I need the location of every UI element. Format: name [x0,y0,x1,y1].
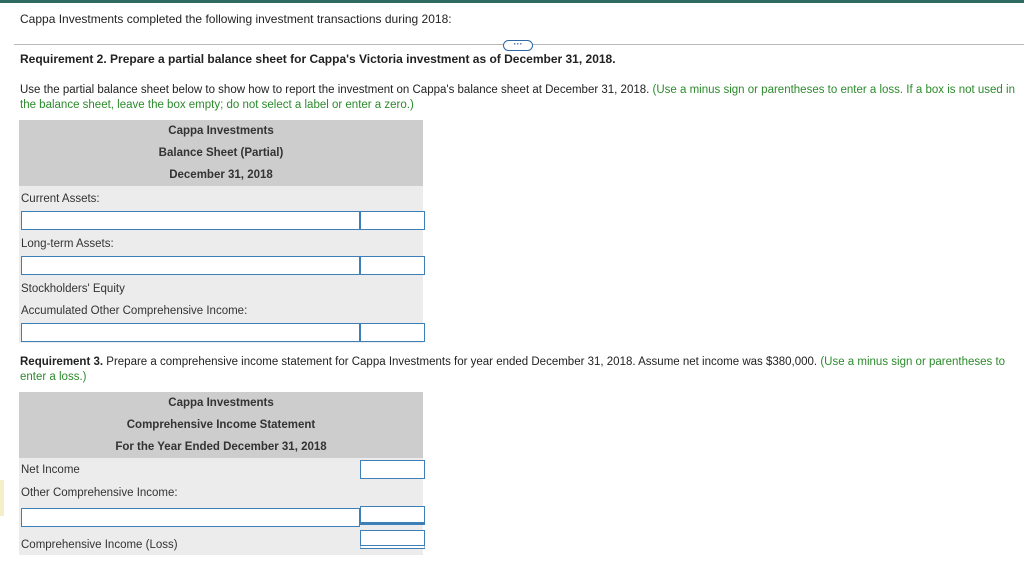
comprehensive-income-label: Comprehensive Income (Loss) [21,539,178,551]
statement-date: December 31, 2018 [169,169,273,181]
statement-title: Comprehensive Income Statement [126,419,316,431]
company-name: Cappa Investments [168,125,274,137]
aoci-label: Accumulated Other Comprehensive Income: [21,305,248,317]
requirement-2-heading: Requirement 2. Prepare a partial balance sheet for Cappa's Victoria investment as of December 31, 2018. [20,52,616,66]
aoci-account-input[interactable] [21,323,360,342]
req3-title: Requirement 3. [20,356,104,368]
company-name: Cappa Investments [168,397,274,409]
statement-title: Balance Sheet (Partial) [158,147,284,159]
req2-hint-text: (Use a minus sign or parentheses to enter a loss. If a box is not used in the balance sheet, leave the box empty; do not select a label or enter a zero.) [20,84,1015,111]
intro-text: Cappa Investments completed the following investment transactions during 2018: [20,12,452,26]
comprehensive-income-amount-input[interactable] [360,530,425,549]
balance-sheet-table [19,120,423,343]
stockholders-equity-label: Stockholders' Equity [21,283,125,295]
req3-instruction-text: Prepare a comprehensive income statement for Cappa Investments for year ended December 31, 2018. Assume net income was $380,000. [106,356,818,368]
net-income-label: Net Income [21,464,80,476]
top-accent-line [0,0,1024,3]
expand-ellipsis-button[interactable]: ··· [503,40,533,51]
oci-amount-input[interactable] [360,506,425,525]
current-assets-amount-input[interactable] [360,211,425,230]
balance-sheet-header [19,120,423,186]
long-term-assets-label: Long-term Assets: [21,238,114,250]
oci-account-input[interactable] [21,508,360,527]
current-assets-label: Current Assets: [21,193,100,205]
current-assets-account-input[interactable] [21,211,360,230]
oci-label: Other Comprehensive Income: [21,487,178,499]
aoci-amount-input[interactable] [360,323,425,342]
income-statement-header [19,392,423,458]
req3-instructions [20,355,1024,385]
net-income-amount-input[interactable] [360,460,425,479]
req2-instructions [20,83,1024,113]
income-statement-table [19,392,423,555]
long-term-assets-account-input[interactable] [21,256,360,275]
statement-period: For the Year Ended December 31, 2018 [115,441,327,453]
req3-hint-text: (Use a minus sign or parentheses to enter a loss.) [20,356,1006,383]
long-term-assets-amount-input[interactable] [360,256,425,275]
left-scroll-marker [0,480,4,516]
req2-instruction-text: Use the partial balance sheet below to show how to report the investment on Cappa's balance sheet at December 31, 2018. [20,84,650,96]
